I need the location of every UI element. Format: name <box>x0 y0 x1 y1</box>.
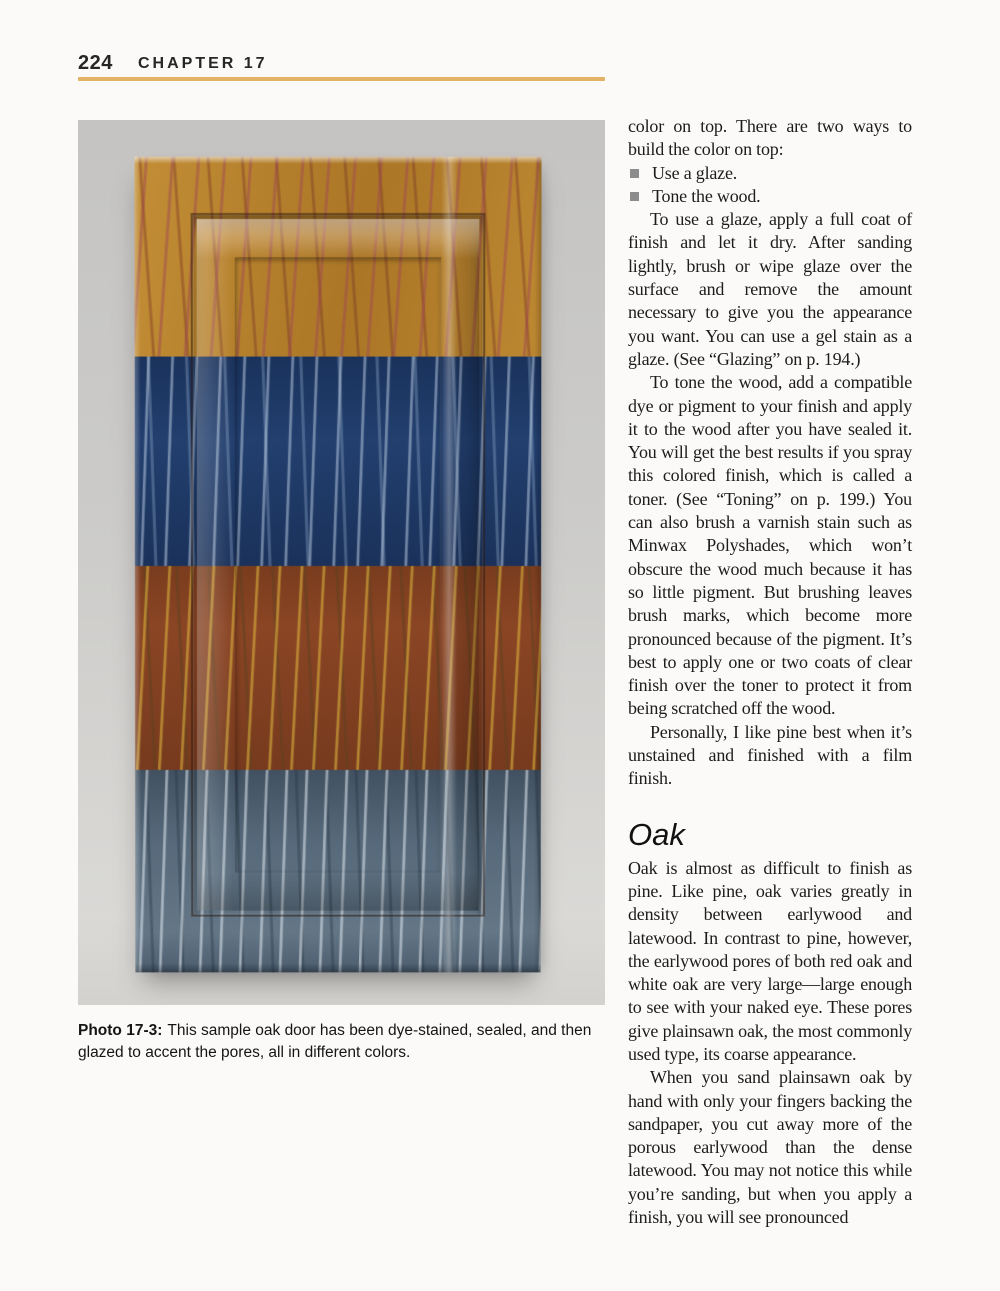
article-column <box>628 115 912 1229</box>
header-rule <box>78 77 605 81</box>
photo-caption-text: This sample oak door has been dye-stained, sealed, and then glazed to accent the pores, all in different colors. <box>78 1022 592 1061</box>
door-band-blue <box>135 357 542 566</box>
body-paragraph: To use a glaze, apply a full coat of finish and let it dry. After sanding lightly, brush or wipe glaze over the surface and remove the amount necessary to give you the appearance you want. You can use a gel stain as a glaze. (See “Glazing” on p. 194.) <box>628 209 912 369</box>
body-paragraph: To tone the wood, add a compatible dye or pigment to your finish and apply it to the wood after you have sealed it. You will get the best results if you spray this colored finish, which is called a toner. (See “Toning” on p. 199.) You can also brush a varnish stain such as Minwax Polyshades, which won’t obscure the wood much because it has so little pigment. But brushing leaves brush marks, which become more pronounced because of the pigment. It’s best to apply one or two coats of clear finish over the toner to protect it from being scratched off the wood. <box>628 372 912 719</box>
bullet-item <box>628 185 912 208</box>
section-paragraph: Oak is almost as difficult to finish as pine. Like pine, oak varies greatly in density between earlywood and latewood. In contrast to pine, however, the earlywood pores of both red oak and white oak are very large—large enough to see with your naked eye. These pores give plainsawn oak, the most commonly used type, its coarse appearance. <box>628 857 912 1064</box>
body-paragraph: Personally, I like pine best when it’s unstained and finished with a film finish. <box>628 721 912 789</box>
intro-paragraph: color on top. There are two ways to build the color on top: <box>628 116 912 160</box>
oak-door <box>134 157 541 973</box>
section-heading-oak: Oak <box>628 816 685 852</box>
bullet-list <box>628 162 912 209</box>
square-bullet-icon <box>630 169 639 178</box>
page-number: 224 <box>78 52 113 74</box>
door-band-amber <box>134 157 541 357</box>
bullet-label: Use a glaze. <box>652 162 738 183</box>
section-paragraph: When you sand plainsawn oak by hand with only your fingers backing the sandpaper, you cut away more of the porous earlywood than the dense latewood. You may not notice this while you’re sanding, but when you apply a finish, you will see pronounced <box>628 1067 912 1228</box>
chapter-title: CHAPTER 17 <box>138 55 268 72</box>
bullet-label: Tone the wood. <box>652 185 761 206</box>
door-band-red <box>135 566 541 770</box>
door-band-gray <box>135 770 541 972</box>
oak-door-photo <box>78 120 605 1005</box>
square-bullet-icon <box>630 192 639 201</box>
bullet-item <box>628 162 912 185</box>
photo-caption <box>78 1020 618 1063</box>
photo-caption-label: Photo 17-3: <box>78 1022 163 1039</box>
